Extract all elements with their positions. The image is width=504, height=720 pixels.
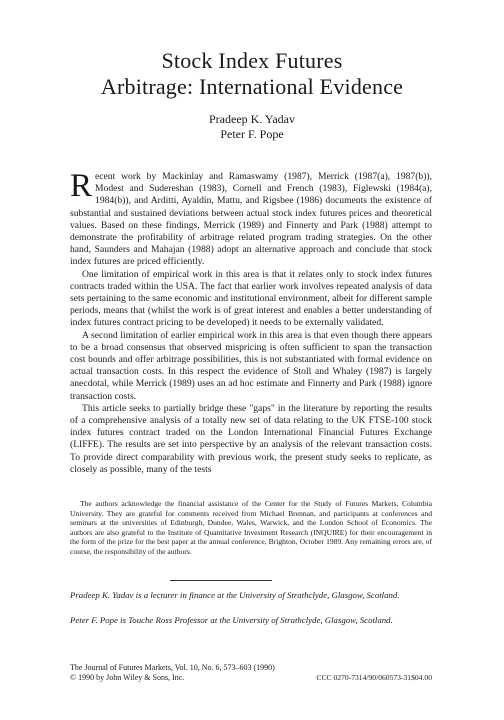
footnote-text: The authors acknowledge the financial assistance of the Center for the Study of Futures Markets, Columbia University. They are grateful for comments received from Michael Brennan, and participants at conferences and seminars at the universities of Edinburgh, Dundee, Wales, Warwick, and the London School of Economics. The authors are also grateful to the Institute of Quantitative Investment Research (INQUIRE) for their encouragement in the form of the prize for the best paper at the annual conference, Brighton, October 1989. Any remaining errors are, of course, the responsibility of the authors. [70, 499, 432, 556]
footnote-divider [170, 580, 272, 581]
body-paragraph: One limitation of empirical work in this area is that it relates only to stock index futures contracts traded within the USA. The fact that earlier work involves repeated analysis of data sets pertaining to the same economic and institutional environment, albeit for different sample periods, means that (whilst the work is of great interest and enables a better understanding of index futures contract pricing to be developed) it needs to be externally validated. [70, 268, 432, 329]
drop-cap: R [70, 168, 93, 204]
author-affiliation: Pradeep K. Yadav is a lecturer in finance at the University of Strathclyde, Glasgow, Scotland. [70, 590, 400, 600]
author-name: Pradeep K. Yadav [209, 112, 295, 126]
acknowledgment-footnote [70, 499, 432, 557]
copyright-line: © 1990 by John Wiley & Sons, Inc. [70, 673, 185, 682]
body-paragraph: A second limitation of earlier empirical work in this area is that even though there appears to be a broad consensus that observed mispricing is often sufficient to span the transaction cost bounds and offer arbitrage possibilities, this is not substantiated with formal evidence on actual transaction costs. In this respect the evidence of Stoll and Whaley (1987) is largely anecdotal, while Merrick (1989) uses an ad hoc estimate and Finnerty and Park (1988) ignore transaction costs. [70, 329, 432, 402]
journal-citation [70, 663, 275, 683]
paragraph-text: ecent work by Mackinlay and Ramaswamy (1987), Merrick (1987(a), 1987(b)), Modest and Sudereshan (1983), Cornell and French (1983), Figlewski (1984(a), 1984(b)), and Arditti, Ayaldin, Mattu, and Rigsbee (1986) documents the existence of substantial and sustained deviations between actual stock index futures prices and theoretical values. Based on these findings, Merrick (1989) and Finnerty and Park (1988) attempt to demonstrate the profitability of arbitrage related program trading strategies. On the other hand, Saunders and Mahajan (1988) adopt an alternative approach and conclude that stock index futures are priced efficiently. [70, 171, 432, 268]
body-paragraph: This article seeks to partially bridge these "gaps" in the literature by reporting the results of a comprehensive analysis of a totally new set of data relating to the UK FTSE-100 stock index futures contract traded on the London International Financial Futures Exchange (LIFFE). The results are set into perspective by an analysis of the relevant transaction costs. To provide direct comparability with previous work, the present study seeks to replicate, as closely as possible, many of the tests [70, 402, 432, 475]
author-affiliation: Peter F. Pope is Touche Ross Professor at the University of Strathclyde, Glasgow, Scotland. [70, 615, 393, 625]
author-name: Peter F. Pope [220, 127, 284, 141]
article-title-line-2: Arbitrage: International Evidence [100, 74, 404, 99]
body-paragraph [70, 168, 432, 269]
ccc-code: CCC 0270-7314/90/060573-31$04.00 [316, 673, 432, 682]
journal-reference: The Journal of Futures Markets, Vol. 10, No. 6, 573–603 (1990) [70, 663, 275, 672]
article-title-line-1: Stock Index Futures [161, 48, 343, 73]
article-body [70, 168, 432, 476]
